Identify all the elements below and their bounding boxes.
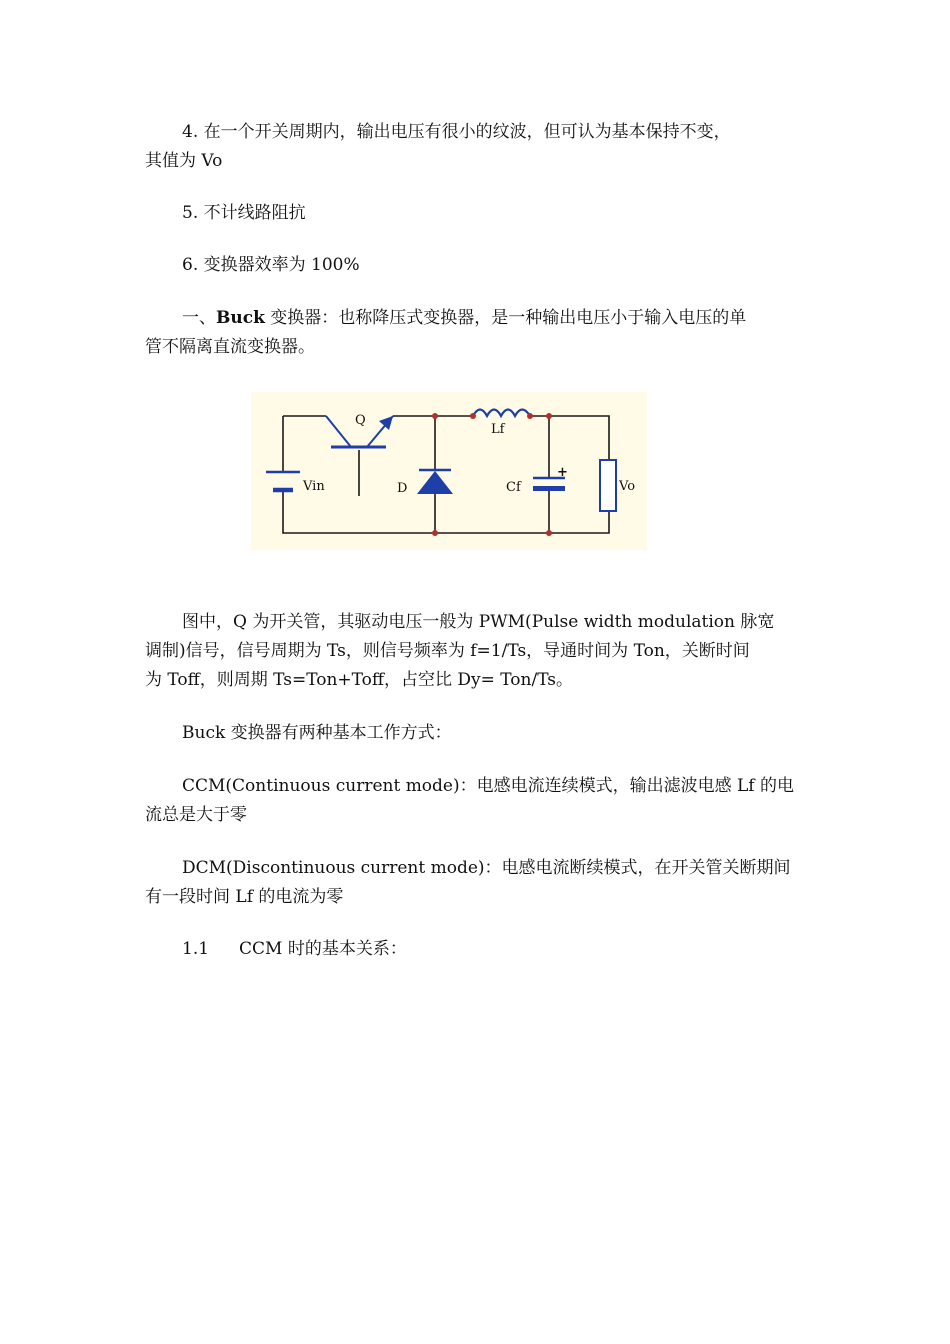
ccm-paragraph xyxy=(145,772,807,830)
label-plus: + xyxy=(557,465,568,480)
explanation-line1: 图中，Q 为开关管，其驱动电压一般为 PWM(Pulse width modulation 脉宽 xyxy=(182,612,775,632)
buck-circuit-diagram xyxy=(251,392,647,550)
dcm-line2: 有一段时间 Lf 的电流为零 xyxy=(145,887,344,907)
wire-top-right xyxy=(530,416,609,460)
list-item-4 xyxy=(145,118,807,176)
list-item-6 xyxy=(145,251,807,280)
list-item-5 xyxy=(145,199,807,228)
resistor-vo xyxy=(600,460,616,511)
explanation-line3: 为 Toff，则周期 Ts=Ton+Toff，占空比 Dy= Ton/Ts。 xyxy=(145,670,574,690)
buck-term: Buck xyxy=(216,308,265,328)
buck-line2: 管不隔离直流变换器。 xyxy=(145,337,315,357)
list-item-5-text: 不计线路阻抗 xyxy=(203,203,306,223)
list-item-4-line2: 其值为 Vo xyxy=(145,151,223,171)
explanation-paragraph xyxy=(145,608,807,695)
buck-line1-rest: 变换器：也称降压式变换器，是一种输出电压小于输入电压的单 xyxy=(264,308,747,328)
circuit-svg xyxy=(251,392,647,550)
wire-bottom xyxy=(283,490,609,533)
ccm-line2: 流总是大于零 xyxy=(145,805,247,825)
list-item-5-number: 5. xyxy=(182,203,199,223)
buck-definition xyxy=(145,304,807,362)
modes-intro-text: Buck 变换器有两种基本工作方式： xyxy=(182,723,452,743)
subsection-title: CCM 时的基本关系： xyxy=(239,939,407,959)
explanation-line2: 调制)信号，信号周期为 Ts，则信号频率为 f=1/Ts，导通时间为 Ton，关断时间 xyxy=(145,641,750,661)
modes-intro xyxy=(145,719,807,748)
label-vin: Vin xyxy=(303,479,325,494)
list-item-6-number: 6. xyxy=(182,255,199,275)
label-lf: Lf xyxy=(491,422,505,437)
ccm-line1: CCM(Continuous current mode)：电感电流连续模式，输出滤波电感 Lf 的电 xyxy=(182,776,795,796)
list-item-4-number: 4. xyxy=(182,122,199,142)
buck-prefix: 一、 xyxy=(182,308,216,328)
subsection-heading xyxy=(145,935,807,964)
battery-vin xyxy=(266,472,300,490)
label-vo: Vo xyxy=(619,479,636,494)
dcm-paragraph xyxy=(145,854,807,912)
label-cf: Cf xyxy=(506,480,521,495)
list-item-4-line1: 在一个开关周期内，输出电压有很小的纹波，但可认为基本保持不变， xyxy=(203,122,731,142)
list-item-6-text: 变换器效率为 100% xyxy=(203,255,360,275)
label-d: D xyxy=(397,481,408,496)
dcm-line1: DCM(Discontinuous current mode)：电感电流断续模式，在开关管关断期间 xyxy=(182,858,791,878)
diode-d xyxy=(417,470,453,494)
label-q: Q xyxy=(355,413,366,428)
subsection-number: 1.1 xyxy=(182,939,210,959)
inductor-lf xyxy=(473,410,530,417)
